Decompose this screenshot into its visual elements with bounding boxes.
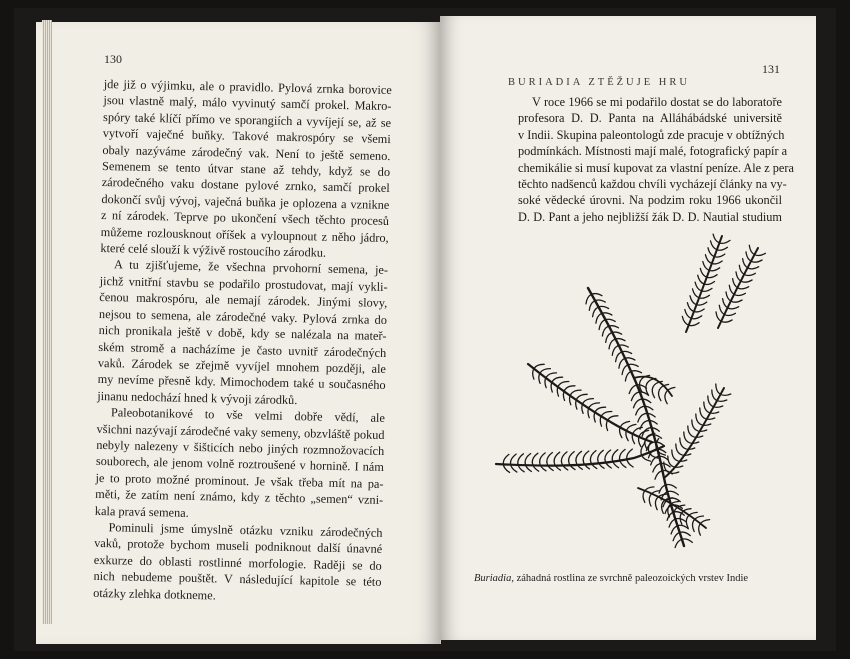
leaf-stroke xyxy=(751,260,762,262)
leaf-stroke xyxy=(620,421,629,427)
leaf-stroke xyxy=(659,390,661,401)
leaf-stroke xyxy=(596,314,601,324)
left-line: nebyly nalezeny v šišticích nebo jiných rozmnožovacích xyxy=(96,437,385,458)
leaf-stroke xyxy=(576,398,577,409)
leaf-stroke xyxy=(704,418,715,419)
leaf-stroke xyxy=(582,403,584,414)
leaf-stroke xyxy=(745,273,756,275)
leaf-stroke xyxy=(627,424,636,430)
leaf-stroke xyxy=(708,248,714,257)
leaf-stroke xyxy=(593,307,598,316)
leaf-stroke xyxy=(699,524,701,535)
right-line: soké vědecké úrovni. Na podzim roku 1966 ukončil xyxy=(518,193,782,208)
left-line: nich pronikala ještě v době, kdy se nalézala na mateř- xyxy=(98,323,387,344)
leaf-stroke xyxy=(676,444,680,454)
leaf-stroke xyxy=(510,454,516,463)
left-line: my nevíme přesně kdy. Mimochodem také u současného xyxy=(97,372,386,393)
leaf-stroke xyxy=(586,294,591,304)
caption-genus: Buriadia, xyxy=(474,573,514,584)
right-page-text xyxy=(518,94,794,225)
leaf-stroke xyxy=(688,426,692,436)
left-line: A tu zjišťujeme, že všechna prvohorní semena, je- xyxy=(113,257,389,278)
left-line: ském stromě a nacházíme je často uvnitř zárodečných xyxy=(98,339,387,360)
leaf-stroke xyxy=(668,472,679,473)
figure-caption xyxy=(474,573,748,584)
leaf-stroke xyxy=(561,452,567,461)
leaf-stroke xyxy=(605,459,611,468)
leaf-stroke xyxy=(569,394,571,405)
buriadia-plant-illustration xyxy=(488,228,768,558)
right-line: D. D. Pant a jeho nejbližší žák D. D. Nautial studium xyxy=(518,209,782,224)
left-line: můžeme rozlousknout oříšek a vyloupnout z něho jádro, xyxy=(100,224,389,245)
right-page-number: 131 xyxy=(762,62,780,76)
leaf-stroke xyxy=(700,268,706,277)
left-line: Semenem se tento útvar stane až tehdy, když se do xyxy=(101,159,391,180)
leaf-stroke xyxy=(616,352,621,361)
leaf-stroke xyxy=(569,452,575,461)
leaf-stroke xyxy=(625,372,630,381)
left-line: vaků, protože bychom museli podniknout další únavné xyxy=(94,536,383,557)
leaf-stroke xyxy=(571,390,581,394)
leaf-stroke xyxy=(738,287,749,289)
leaf-stroke xyxy=(532,462,538,471)
leaf-stroke xyxy=(698,275,704,284)
leaf-stroke xyxy=(705,255,711,264)
leaf-stroke xyxy=(643,492,645,503)
left-page-text xyxy=(93,76,392,607)
leaf-stroke xyxy=(649,495,651,506)
leaf-stroke xyxy=(545,377,546,388)
leaf-stroke xyxy=(594,411,596,422)
left-page-number: 130 xyxy=(104,52,122,66)
left-line: měti, že zatím není známo, kdy z těchto „semen“ vzni- xyxy=(95,487,384,508)
leaf-stroke xyxy=(539,373,541,384)
leaf-stroke xyxy=(672,450,676,460)
right-line: profesora D. D. Panta na Alláhábádské universitě xyxy=(518,111,782,126)
leaf-stroke xyxy=(559,381,569,385)
leaf-stroke xyxy=(533,368,534,379)
left-line: jinanu nedochází hned k vývoji zárodků. xyxy=(97,388,298,407)
leaf-stroke xyxy=(712,406,723,407)
leaf-stroke xyxy=(599,320,604,330)
leaf-stroke xyxy=(608,416,618,420)
leaf-stroke xyxy=(675,539,682,547)
leaf-stroke xyxy=(735,293,746,295)
leaf-stroke xyxy=(589,301,594,310)
leaf-stroke xyxy=(746,252,751,261)
leaf-stroke xyxy=(641,444,644,455)
leaf-stroke xyxy=(749,245,754,254)
leaf-stroke xyxy=(713,234,719,243)
leaf-stroke xyxy=(633,427,642,433)
leaf-stroke xyxy=(534,364,544,368)
page-edges xyxy=(42,20,52,624)
leaf-stroke xyxy=(728,307,739,309)
leaf-stroke xyxy=(716,400,727,401)
leaf-stroke xyxy=(711,241,717,250)
leaf-stroke xyxy=(708,412,719,413)
leaf-stroke xyxy=(629,385,636,393)
leaf-stroke xyxy=(540,369,550,373)
left-line: obaly nazýváme zárodečný vak. Není to ještě semeno. xyxy=(102,142,391,163)
leaf-stroke xyxy=(596,407,606,411)
leaf-stroke xyxy=(525,454,531,463)
left-line: jde již o výjimku, ale o pravidlo. Pylová zrnka borovice xyxy=(103,76,392,98)
leaf-stroke xyxy=(551,381,553,392)
right-line: V roce 1966 se mi podařilo dostat se do laboratoře xyxy=(532,95,782,109)
leaf-stroke xyxy=(557,385,558,396)
leaf-stroke xyxy=(627,449,633,458)
leaf-stroke xyxy=(653,464,660,472)
left-line: nejsou to semena, ale zárodečné vaky. Pylová zrnka do xyxy=(98,306,388,327)
leaf-stroke xyxy=(647,421,657,424)
leaf-stroke xyxy=(682,316,688,325)
left-line: které celé slouží k výživě rostoucího zárodku. xyxy=(100,241,327,260)
leaf-stroke xyxy=(662,503,664,514)
leaf-stroke xyxy=(680,438,684,448)
leaf-stroke xyxy=(695,282,701,291)
leaf-stroke xyxy=(553,377,563,381)
leaf-stroke xyxy=(622,365,627,375)
leaf-stroke xyxy=(583,451,589,460)
leaf-stroke xyxy=(704,402,708,412)
leaf-stroke xyxy=(606,420,608,431)
leaf-stroke xyxy=(692,420,696,430)
leaf-stroke xyxy=(540,453,546,462)
leaf-stroke xyxy=(588,407,589,418)
leaf-stroke xyxy=(708,396,712,406)
left-line: nich nebudeme pouštět. V následující kapitole se této xyxy=(93,569,382,590)
leaf-stroke xyxy=(598,450,604,459)
leaf-stroke xyxy=(563,390,565,401)
left-line: jsou vlastně malý, málo vyvinutý samčí prokel. Makro- xyxy=(103,93,392,114)
leaf-stroke xyxy=(655,471,662,479)
leaf-stroke xyxy=(503,454,509,463)
leaf-stroke xyxy=(600,415,601,426)
leaf-stroke xyxy=(684,432,688,442)
left-line: otázky zlehka dotkneme. xyxy=(93,585,216,603)
leaf-stroke xyxy=(546,373,556,377)
left-line: Pominuli jsme úmyslně otázku vzniku zárodečných xyxy=(108,520,383,540)
leaf-stroke xyxy=(693,289,699,298)
leaf-stroke xyxy=(645,413,655,417)
leaf-stroke xyxy=(525,463,531,472)
leaf-stroke xyxy=(643,406,653,409)
left-line: souborech, ale jenom volně roztroušené v hornině. I nám xyxy=(95,454,385,475)
leaf-stroke xyxy=(712,390,716,400)
leaf-stroke xyxy=(631,392,638,400)
leaf-stroke xyxy=(647,378,656,384)
leaf-stroke xyxy=(590,451,596,460)
right-line: v Indii. Skupina paleontologů zde pracuje v obtížných xyxy=(518,127,785,142)
left-line: exkurze do oblasti rostlinné morfologie. Raději se do xyxy=(93,552,382,573)
left-line: vytvoří vaječné buňky. Takové makrospóry se všemi xyxy=(102,126,391,147)
leaf-stroke xyxy=(700,408,704,418)
leaf-stroke xyxy=(583,399,593,403)
leaf-stroke xyxy=(665,393,667,404)
leaf-stroke xyxy=(638,414,645,422)
leaf-stroke xyxy=(589,403,599,407)
running-head: BURIADIA ZTĚŽUJE HRU xyxy=(508,77,690,88)
right-line: těchto nadšenců každou chvíli vycházejí články na vy- xyxy=(518,177,787,192)
left-line: čenou makrospóru, ale nemají zárodek. Jinými slovy, xyxy=(99,290,388,311)
left-line: z ní zárodek. Teprve po ukončení všech těchto procesů xyxy=(100,208,390,229)
leaf-stroke xyxy=(741,280,752,282)
right-line: podmínkách. Místnosti mají malé, fotografický papír a xyxy=(518,144,788,159)
leaf-stroke xyxy=(666,484,676,488)
leaf-stroke xyxy=(532,453,538,462)
leaf-stroke xyxy=(602,327,607,336)
caption-text: záhadná rostlina ze svrchně paleozoických vrstev Indie xyxy=(513,573,749,584)
leaf-stroke xyxy=(602,411,612,415)
leaf-stroke xyxy=(651,435,661,439)
leaf-stroke xyxy=(576,451,582,460)
leaf-stroke xyxy=(649,428,659,432)
leaf-stroke xyxy=(687,303,693,312)
leaf-stroke xyxy=(703,262,709,271)
leaf-stroke xyxy=(577,394,587,398)
leaf-stroke xyxy=(653,442,663,445)
leaf-stroke xyxy=(716,312,721,321)
leaf-stroke xyxy=(748,267,759,269)
left-line: zárodečného vaku dostane pylové zrnko, samčí prokel xyxy=(101,175,390,196)
leaf-stroke xyxy=(609,339,614,349)
leaf-stroke xyxy=(700,424,711,425)
leaf-stroke xyxy=(696,414,700,424)
leaf-stroke xyxy=(606,333,611,342)
leaf-stroke xyxy=(547,453,553,462)
leaf-stroke xyxy=(731,300,742,302)
left-line: spóry také klíčí přímo ve sporangiích a vyvíjejí se, až se xyxy=(102,109,392,130)
left-line: jichž vnitřní stavbu se podařilo prostudovat, mají vykli- xyxy=(99,273,388,294)
left-line: dokončí svůj vývoj, vaječná buňka je oplozena a vznikne xyxy=(101,191,390,212)
left-line: Paleobotanikové to vše velmi dobře vědí, ale xyxy=(110,405,386,426)
leaf-stroke xyxy=(619,359,624,369)
left-line: vaků. Zárodek se zřejmě vyvíjel mnohem později, ale xyxy=(97,355,387,376)
leaf-stroke xyxy=(720,394,731,395)
leaf-stroke xyxy=(690,296,696,305)
leaf-stroke xyxy=(672,466,683,467)
left-line: kala pravá semena. xyxy=(94,503,189,520)
leaf-stroke xyxy=(721,320,732,322)
leaf-stroke xyxy=(716,384,720,394)
leaf-stroke xyxy=(612,450,618,459)
leaf-stroke xyxy=(685,310,691,319)
leaf-stroke xyxy=(668,506,670,517)
leaf-stroke xyxy=(648,441,651,452)
left-line: je to proto možné prominout. Je však třeba mít na pa- xyxy=(95,470,384,491)
leaf-stroke xyxy=(668,456,672,466)
leaf-stroke xyxy=(652,387,654,398)
leaf-stroke xyxy=(554,452,560,461)
leaf-stroke xyxy=(612,346,617,355)
leaf-stroke xyxy=(668,491,678,495)
leaf-stroke xyxy=(755,253,766,255)
leaf-stroke xyxy=(636,407,643,415)
leaf-stroke xyxy=(686,517,688,528)
leaf-stroke xyxy=(619,449,625,458)
left-line: všichni nazývají zárodečné vaky semeny, obzvláště pokud xyxy=(96,421,385,442)
leaf-stroke xyxy=(655,499,657,510)
leaf-stroke xyxy=(565,386,575,390)
leaf-stroke xyxy=(634,399,641,407)
leaf-stroke xyxy=(692,521,694,532)
leaf-stroke xyxy=(605,450,611,459)
leaf-stroke xyxy=(725,313,736,315)
right-line: chemikálie si musí kupovat za vlastní peníze. Ale z pera xyxy=(518,160,794,175)
leaf-stroke xyxy=(518,454,524,463)
